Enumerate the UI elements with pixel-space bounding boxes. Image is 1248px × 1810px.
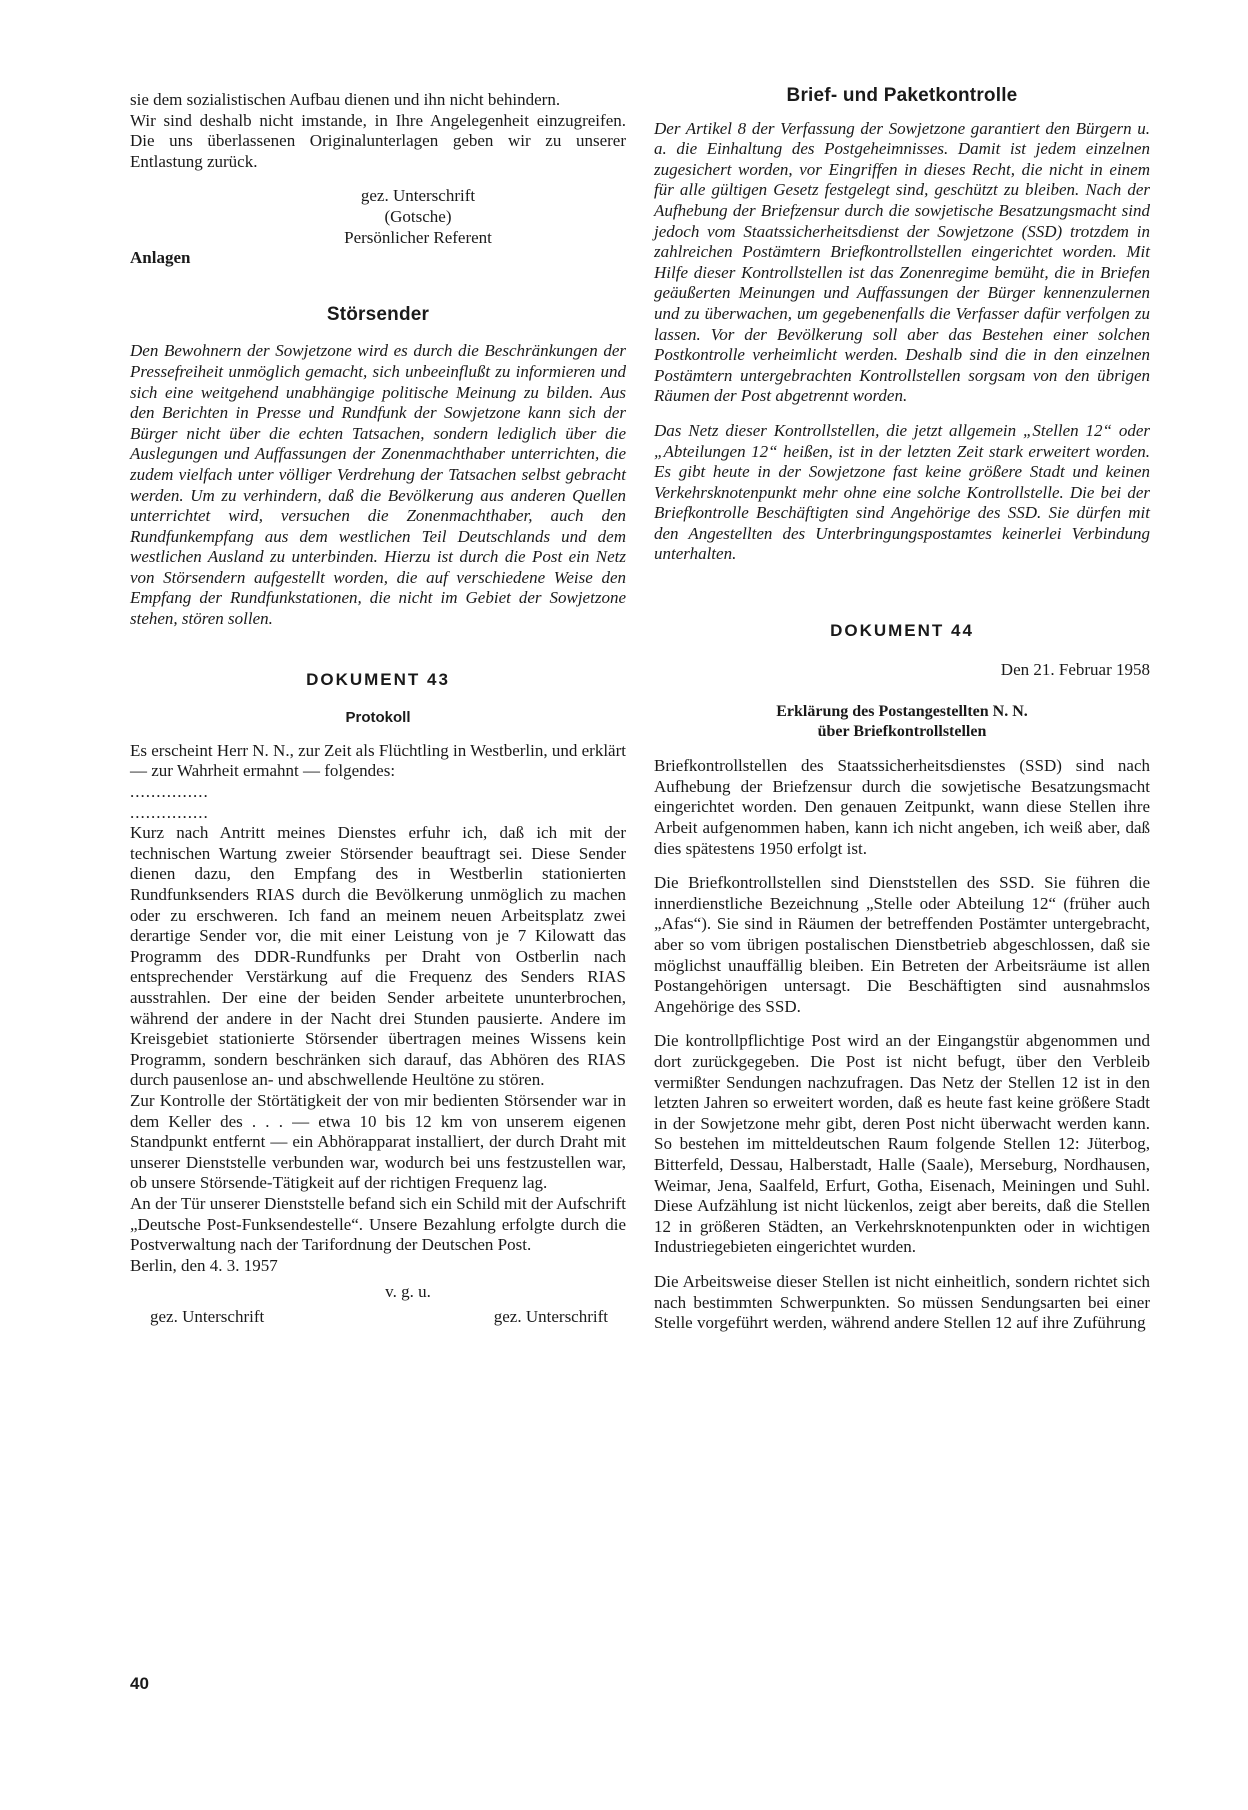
document-44-paragraph: Die kontrollpflichtige Post wird an der Eingangstür abgenommen und dort zurückgegeben. Die Post ist nicht befugt, über den Verbleib vermißter Sendungen nachzufragen. Das Netz der Stellen 12 ist in den letzten Jahren so erweitert worden, daß es heute fast keine größere Stadt in der Sowjetzone mehr gibt, deren Post nicht überwacht werden kann. So bestehen im mitteldeutschen Raum folgende Stellen 12: Jüterbog, Bitterfeld, Dessau, Halberstadt, Halle (Saale), Merseburg, Nordhausen, Weimar, Jena, Saalfeld, Erfurt, Gotha, Eisenach, Meiningen und Suhl. Diese Aufzählung ist nicht lückenlos, zeigt aber bereits, daß die Stellen 12 in größeren Städten, an Verkehrsknotenpunkten oder in wichtigen Industriegebieten eingerichtet wurden. xyxy=(654,1031,1150,1257)
document-43-heading: DOKUMENT 43 xyxy=(306,669,450,689)
document-43-intro: Es erscheint Herr N. N., zur Zeit als Flüchtling in Westberlin, und erklärt — zur Wahrheit ermahnt — folgendes: xyxy=(130,740,626,781)
continuation-paragraph: sie dem sozialistischen Aufbau dienen und ihn nicht behindern. xyxy=(130,90,561,109)
document-43-paragraph: Zur Kontrolle der Störtätigkeit der von mir bedienten Störsender war in dem Keller des . . . — etwa 10 bis 12 km von unserem eigenen Standpunkt entfernt — ein Abhörapparat installiert, der durch Draht mit unserer Dienststelle verbunden war, wodurch bei uns festzustellen war, ob unsere Störsende-Tätigkeit auf der richtigen Frequenz lag. xyxy=(130,1090,626,1193)
document-44-paragraph: Die Arbeitsweise dieser Stellen ist nicht einheitlich, sondern richtet sich nach bestimmten Schwerpunkten. So müssen Sendungsarten bei einer Stelle vorgeführt werden, während andere Stellen 12 auf ihre Zuführung xyxy=(654,1271,1150,1333)
section-title-briefkontrolle: Brief- und Paketkontrolle xyxy=(786,85,1018,106)
ellipsis-line: ............... xyxy=(130,802,209,822)
briefkontrolle-paragraph: Das Netz dieser Kontrollstellen, die jetzt allgemein „Stellen 12“ oder „Abteilungen 12“ heißen, ist in der letzten Zeit stark erweitert worden. Es gibt heute in der Sowjetzone fast keine größere Stadt und keinen Verkehrsknotenpunkt mehr ohne eine solche Kontrollstelle. Die bei der Briefkontrolle Beschäftigten sind Angehörige des SSD. Sie dürfen mit den Angestellten des Unterbringungspostamtes keinerlei Verbindung unterhalten. xyxy=(654,420,1150,564)
signature-right: gez. Unterschrift xyxy=(493,1306,608,1326)
signature-role: Persönlicher Referent xyxy=(344,227,492,247)
signature-left: gez. Unterschrift xyxy=(150,1306,265,1326)
signature-name: (Gotsche) xyxy=(384,206,452,226)
document-44-date: Den 21. Februar 1958 xyxy=(1000,659,1150,679)
document-44-subheading: Erklärung des Postangestellten N. N. xyxy=(776,703,1028,721)
page-number: 40 xyxy=(130,1674,149,1693)
document-43-subheading: Protokoll xyxy=(345,709,411,727)
document-44-heading: DOKUMENT 44 xyxy=(830,621,974,641)
continuation-paragraph: Wir sind deshalb nicht imstande, in Ihre Angelegenheit einzugreifen. Die uns überlassenen Originalunterlagen geben wir zu unserer Entlastung zurück. xyxy=(130,110,626,171)
place-date: Berlin, den 4. 3. 1957 xyxy=(130,1255,278,1275)
signature-block xyxy=(130,186,626,248)
document-44-subheading: über Briefkontrollstellen xyxy=(817,723,987,741)
signature-row xyxy=(130,1307,626,1328)
attachments-label: Anlagen xyxy=(130,248,191,268)
document-44-paragraph: Die Briefkontrollstellen sind Dienststellen des SSD. Sie führen die innerdienstliche Bezeichnung „Stelle oder Abteilung 12“ (früher auch „Afas“). Sie sind in Räumen der betreffenden Postämter untergebracht, aber so vom übrigen postalischen Dienstbetrieb abgeschlossen, daß sie möglichst unauffällig bleiben. Ein Betreten der Arbeitsräume ist allen Postangehörigen untersagt. Die Beschäftigten sind ausnahmslos Angehörige des SSD. xyxy=(654,873,1150,1016)
ellipsis-line: ............... xyxy=(130,782,209,802)
left-column xyxy=(130,90,626,1327)
section-title-stoersender: Störsender xyxy=(326,303,430,325)
stoersender-paragraph: Den Bewohnern der Sowjetzone wird es durch die Beschränkungen der Pressefreiheit unmöglich gemacht, sich unbeeinflußt zu informieren und sich eine weitgehend unabhängige politische Meinung zu bilden. Aus den Berichten in Presse und Rundfunk der Sowjetzone kann sich der Bürger nicht über die echten Tatsachen, sondern lediglich über die Auslegungen und Auffassungen der Zonenmachthaber unterrichten, die zudem vielfach unter völliger Verdrehung der Tatsachen selbst gebracht werden. Um zu verhindern, daß die Bevölkerung aus anderen Quellen unterrichtet wird, versuchen die Zonenmachthaber, auch den Rundfunkempfang aus dem westlichen Teil Deutschlands und dem westlichen Ausland zu unterbinden. Hierzu ist durch die Post ein Netz von Störsendern aufgestellt worden, die auf verschiedene Weise den Empfang der Rundfunkstationen, die nicht im Gebiet der Sowjetzone stehen, stören sollen. xyxy=(130,341,626,629)
document-43-paragraph: An der Tür unserer Dienststelle befand sich ein Schild mit der Aufschrift „Deutsche Post-Funksendestelle“. Unsere Bezahlung erfolgte durch die Postverwaltung nach der Tarifordnung der Deutschen Post. xyxy=(130,1193,626,1255)
vgu-note: v. g. u. xyxy=(385,1282,431,1302)
document-44-paragraph: Briefkontrollstellen des Staatssicherheitsdienstes (SSD) sind nach Aufhebung der Briefzensur durch die sowjetische Besatzungsmacht eingerichtet worden. Den genauen Zeitpunkt, wann diese Stellen ihre Arbeit aufgenommen haben, kann ich nicht angeben, ich weiß aber, daß dies spätestens 1950 erfolgt ist. xyxy=(654,756,1150,858)
right-column xyxy=(654,85,1150,1334)
signature-line: gez. Unterschrift xyxy=(360,186,476,206)
briefkontrolle-paragraph: Der Artikel 8 der Verfassung der Sowjetzone garantiert den Bürgern u. a. die Einhaltung des Postgeheimnisses. Damit ist jedem einzelnen zugesichert worden, vor Eingriffen in dieses Recht, die nicht in einem für alle gültigen Gesetz festgelegt sind, geschützt zu bleiben. Nach der Aufhebung der Briefzensur durch die sowjetische Besatzungsmacht sind jedoch vom Staatssicherheitsdienst der Sowjetzone (SSD) trotzdem in zahlreichen Postämtern Briefkontrollstellen eingerichtet worden. Mit Hilfe dieser Kontrollstellen ist das Zonenregime bemüht, die in Briefen geäußerten Meinungen und Auffassungen der Bürger kennenzulernen und zu überwachen, um gegebenenfalls die Verfasser dafür verfolgen zu lassen. Vor der Bevölkerung soll aber das Bestehen einer solchen Postkontrolle verheimlicht werden. Deshalb sind die in den einzelnen Postämtern untergebrachten Kontrollstellen sorgsam von den übrigen Räumen der Post abgetrennt worden. xyxy=(654,118,1150,406)
document-43-paragraph: Kurz nach Antritt meines Dienstes erfuhr ich, daß ich mit der technischen Wartung zweier Störsender beauftragt sei. Diese Sender dienen dazu, den Empfang des in Westberlin stationierten Rundfunksenders RIAS durch die Bevölkerung unmöglich zu machen oder zu erschweren. Ich fand an meinem neuen Arbeitsplatz zwei derartige Sender vor, die mit einer Leistung von je 7 Kilowatt das Programm des DDR-Rundfunks per Draht von Ostberlin nach entsprechender Verstärkung auf die Frequenz des Senders RIAS ausstrahlen. Der eine der beiden Sender arbeitete ununterbrochen, während der andere in der Nacht drei Stunden pausierte. Andere im Kreisgebiet stationierte Störsender übertragen meines Wissens kein Programm, sondern beschränken sich darauf, das Abhören des RIAS durch pausenlose an- und abschwellende Heultöne zu stören. xyxy=(130,823,626,1090)
